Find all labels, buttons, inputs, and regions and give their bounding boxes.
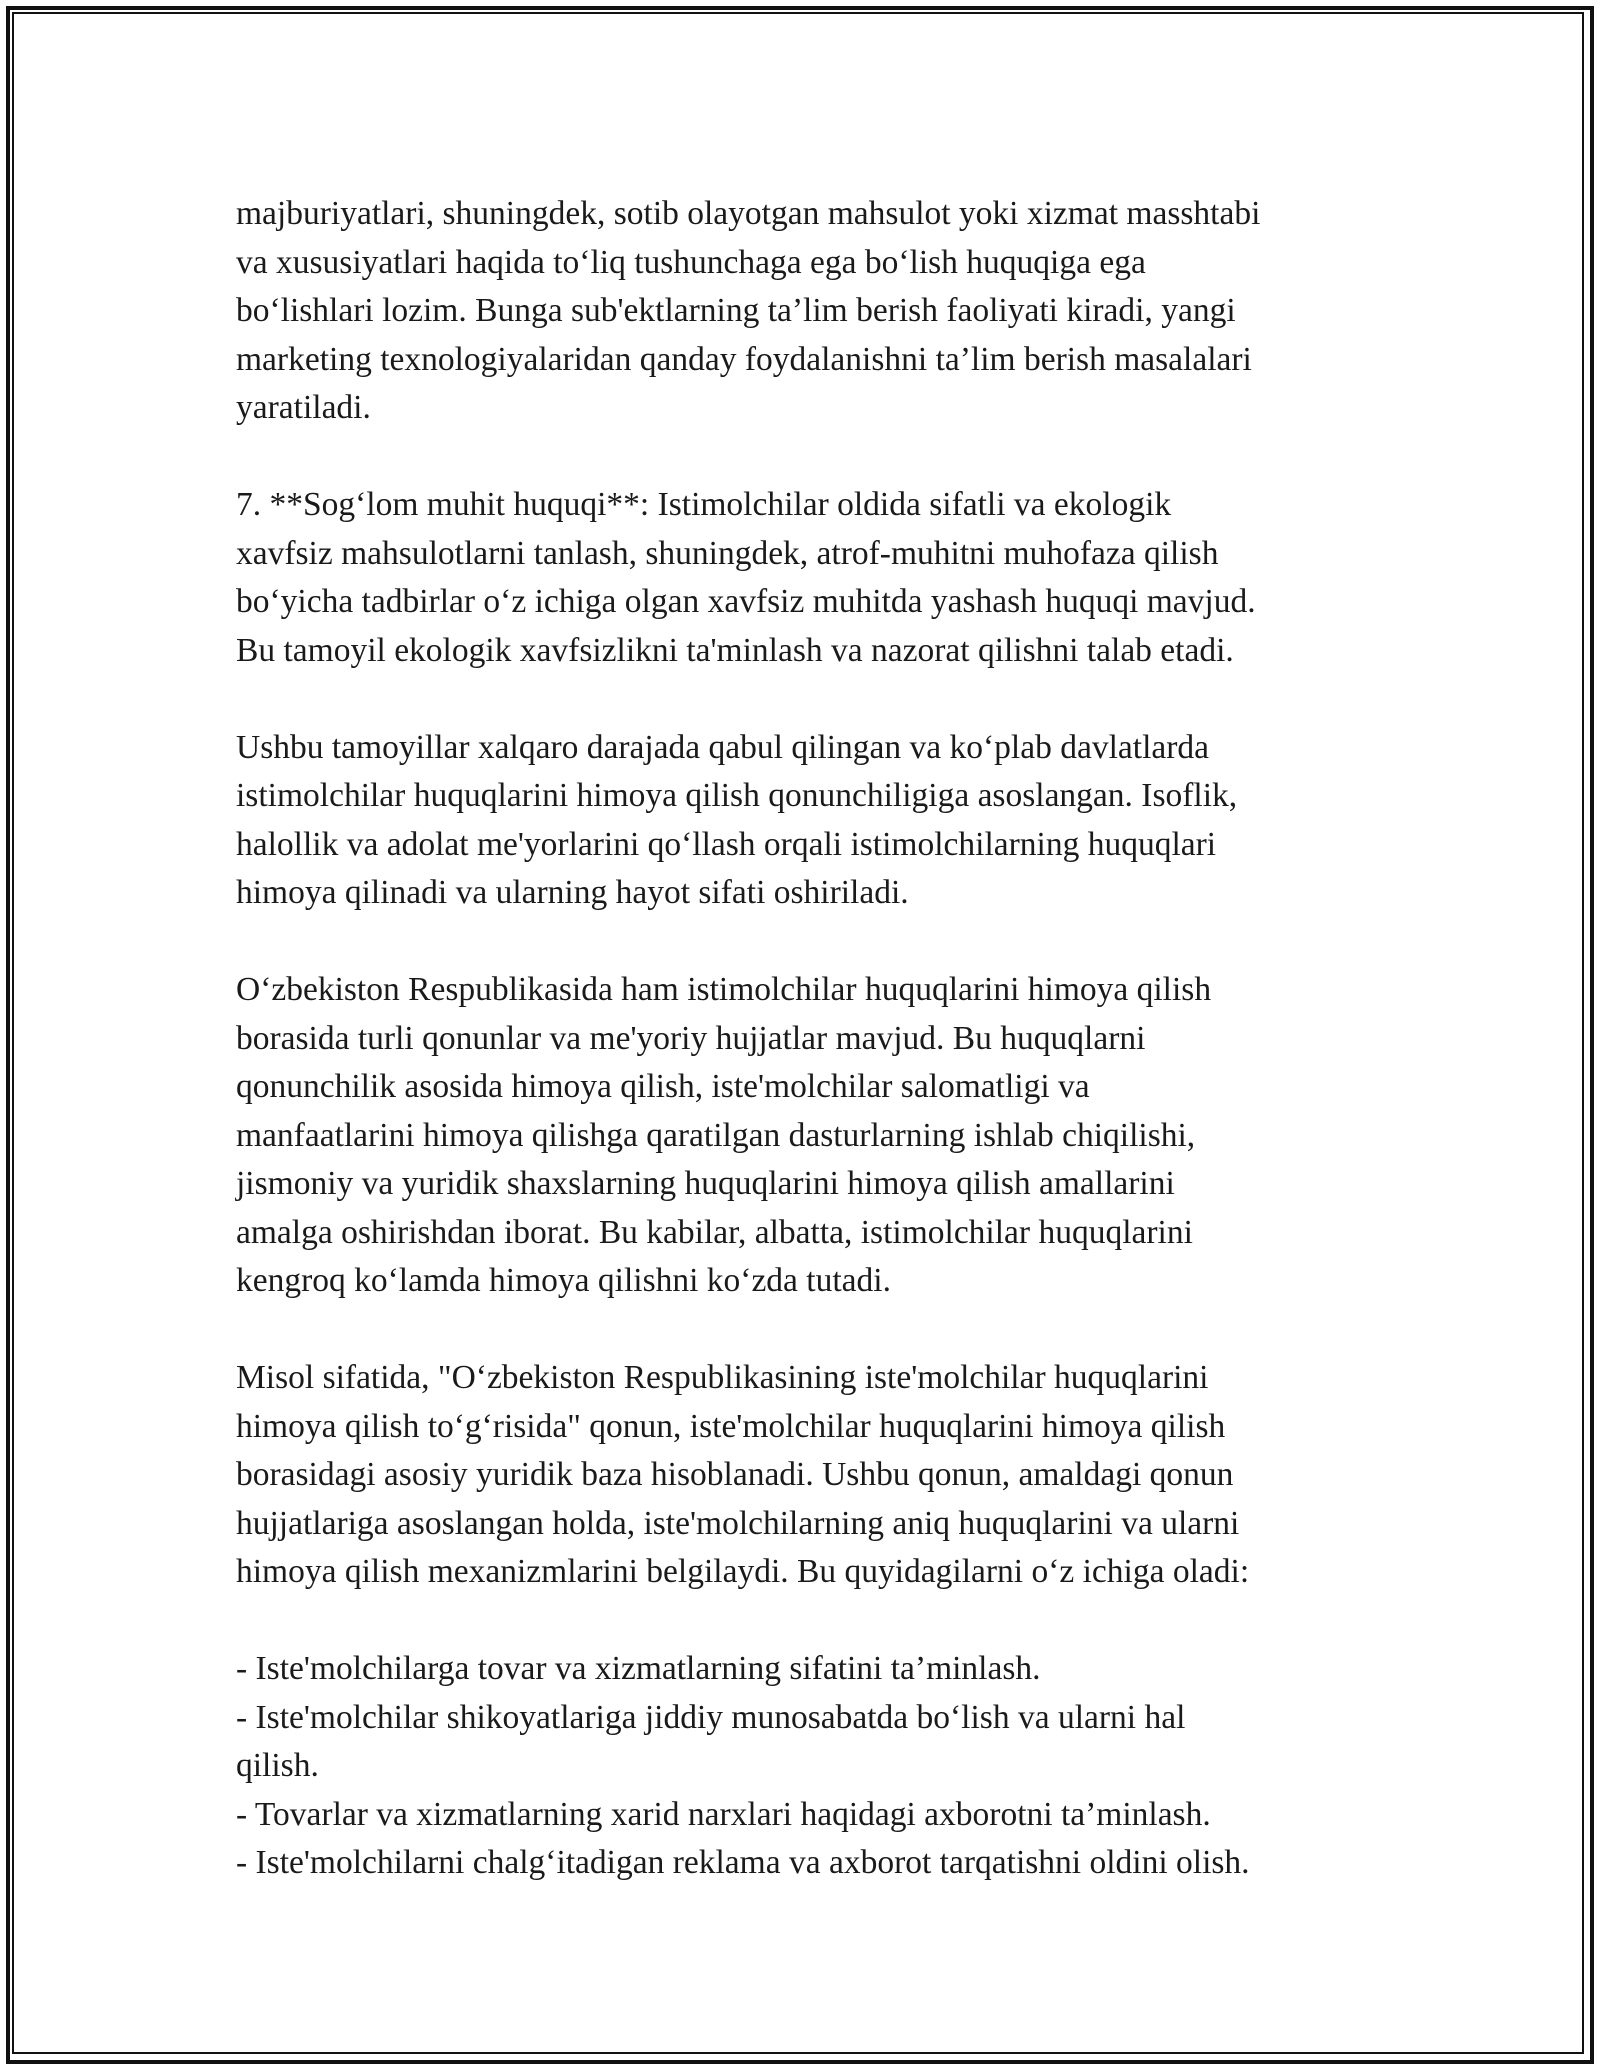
text-line: amalga oshirishdan iborat. Bu kabilar, albatta, istimolchilar huquqlarini bbox=[236, 1213, 1193, 1251]
text-line: kengroq ko‘lamda himoya qilishni ko‘zda tutadi. bbox=[236, 1262, 891, 1299]
bullet-list bbox=[236, 1645, 1376, 1888]
text-line: manfaatlarini himoya qilishga qaratilgan dasturlarning ishlab chiqilishi, bbox=[236, 1116, 1196, 1154]
text-line: bo‘lishlari lozim. Bunga sub'ektlarning ta’lim berish faoliyati kiradi, yangi bbox=[236, 292, 1236, 329]
text-line: jismoniy va yuridik shaxslarning huquqlarini himoya qilish amallarini bbox=[236, 1165, 1175, 1202]
text-line: va xususiyatlari haqida to‘liq tushunchaga ega bo‘lish huquqiga ega bbox=[236, 243, 1146, 281]
list-item-continuation: qilish. bbox=[236, 1747, 319, 1784]
paragraph-spacer bbox=[236, 918, 1376, 967]
text-line: xavfsiz mahsulotlarni tanlash, shuningdek, atrof-muhitni muhofaza qilish bbox=[236, 534, 1219, 572]
text-line: yaratiladi. bbox=[236, 389, 371, 426]
paragraph-intro-continuation bbox=[236, 190, 1376, 433]
paragraph-healthy-environment-right bbox=[236, 481, 1376, 675]
text-line: Ushbu tamoyillar xalqaro darajada qabul qilingan va ko‘plab davlatlarda bbox=[236, 728, 1210, 766]
list-item: - Iste'molchilarni chalg‘itadigan reklama va axborot tarqatishni oldini olish. bbox=[236, 1844, 1250, 1881]
text-line: bo‘yicha tadbirlar o‘z ichiga olgan xavfsiz muhitda yashash huquqi mavjud. bbox=[236, 583, 1256, 620]
text-line: himoya qilish mexanizmlarini belgilaydi. Bu quyidagilarni o‘z ichiga oladi: bbox=[236, 1553, 1250, 1590]
text-line: borasida turli qonunlar va me'yoriy hujjatlar mavjud. Bu huquqlarni bbox=[236, 1019, 1146, 1057]
paragraph-international-principles bbox=[236, 724, 1376, 918]
text-line: qonunchilik asosida himoya qilish, iste'molchilar salomatligi va bbox=[236, 1068, 1090, 1105]
text-line: Bu tamoyil ekologik xavfsizlikni ta'minlash va nazorat qilishni talab etadi. bbox=[236, 631, 1234, 669]
text-line: marketing texnologiyalaridan qanday foydalanishni ta’lim berish masalalari bbox=[236, 340, 1252, 378]
text-line: borasidagi asosiy yuridik baza hisoblanadi. Ushbu qonun, amaldagi qonun bbox=[236, 1456, 1234, 1493]
document-body bbox=[236, 190, 1376, 1888]
text-line: halollik va adolat me'yorlarini qo‘llash orqali istimolchilarning huquqlari bbox=[236, 825, 1217, 863]
text-line: Misol sifatida, "O‘zbekiston Respublikasining iste'molchilar huquqlarini bbox=[236, 1359, 1209, 1396]
text-line: istimolchilar huquqlarini himoya qilish qonunchiligiga asoslangan. Isoflik, bbox=[236, 777, 1238, 814]
paragraph-spacer bbox=[236, 1306, 1376, 1355]
list-item: - Iste'molchilar shikoyatlariga jiddiy munosabatda bo‘lish va ularni hal bbox=[236, 1698, 1186, 1736]
text-line: himoya qilinadi va ularning hayot sifati oshiriladi. bbox=[236, 874, 909, 911]
paragraph-law-example bbox=[236, 1354, 1376, 1597]
paragraph-spacer bbox=[236, 675, 1376, 724]
list-item: - Iste'molchilarga tovar va xizmatlarning sifatini ta’minlash. bbox=[236, 1650, 1041, 1687]
paragraph-spacer bbox=[236, 1597, 1376, 1646]
text-line: O‘zbekiston Respublikasida ham istimolchilar huquqlarini himoya qilish bbox=[236, 971, 1212, 1008]
paragraph-uzbekistan-laws bbox=[236, 966, 1376, 1306]
paragraph-spacer bbox=[236, 433, 1376, 482]
text-line: himoya qilish to‘g‘risida" qonun, iste'molchilar huquqlarini himoya qilish bbox=[236, 1407, 1226, 1445]
list-item: - Tovarlar va xizmatlarning xarid narxlari haqidagi axborotni ta’minlash. bbox=[236, 1795, 1211, 1833]
text-line: hujjatlariga asoslangan holda, iste'molchilarning aniq huquqlarini va ularni bbox=[236, 1504, 1240, 1542]
text-line: 7. **Sog‘lom muhit huquqi**: Istimolchilar oldida sifatli va ekologik bbox=[236, 486, 1172, 523]
text-line: majburiyatlari, shuningdek, sotib olayotgan mahsulot yoki xizmat masshtabi bbox=[236, 195, 1261, 232]
